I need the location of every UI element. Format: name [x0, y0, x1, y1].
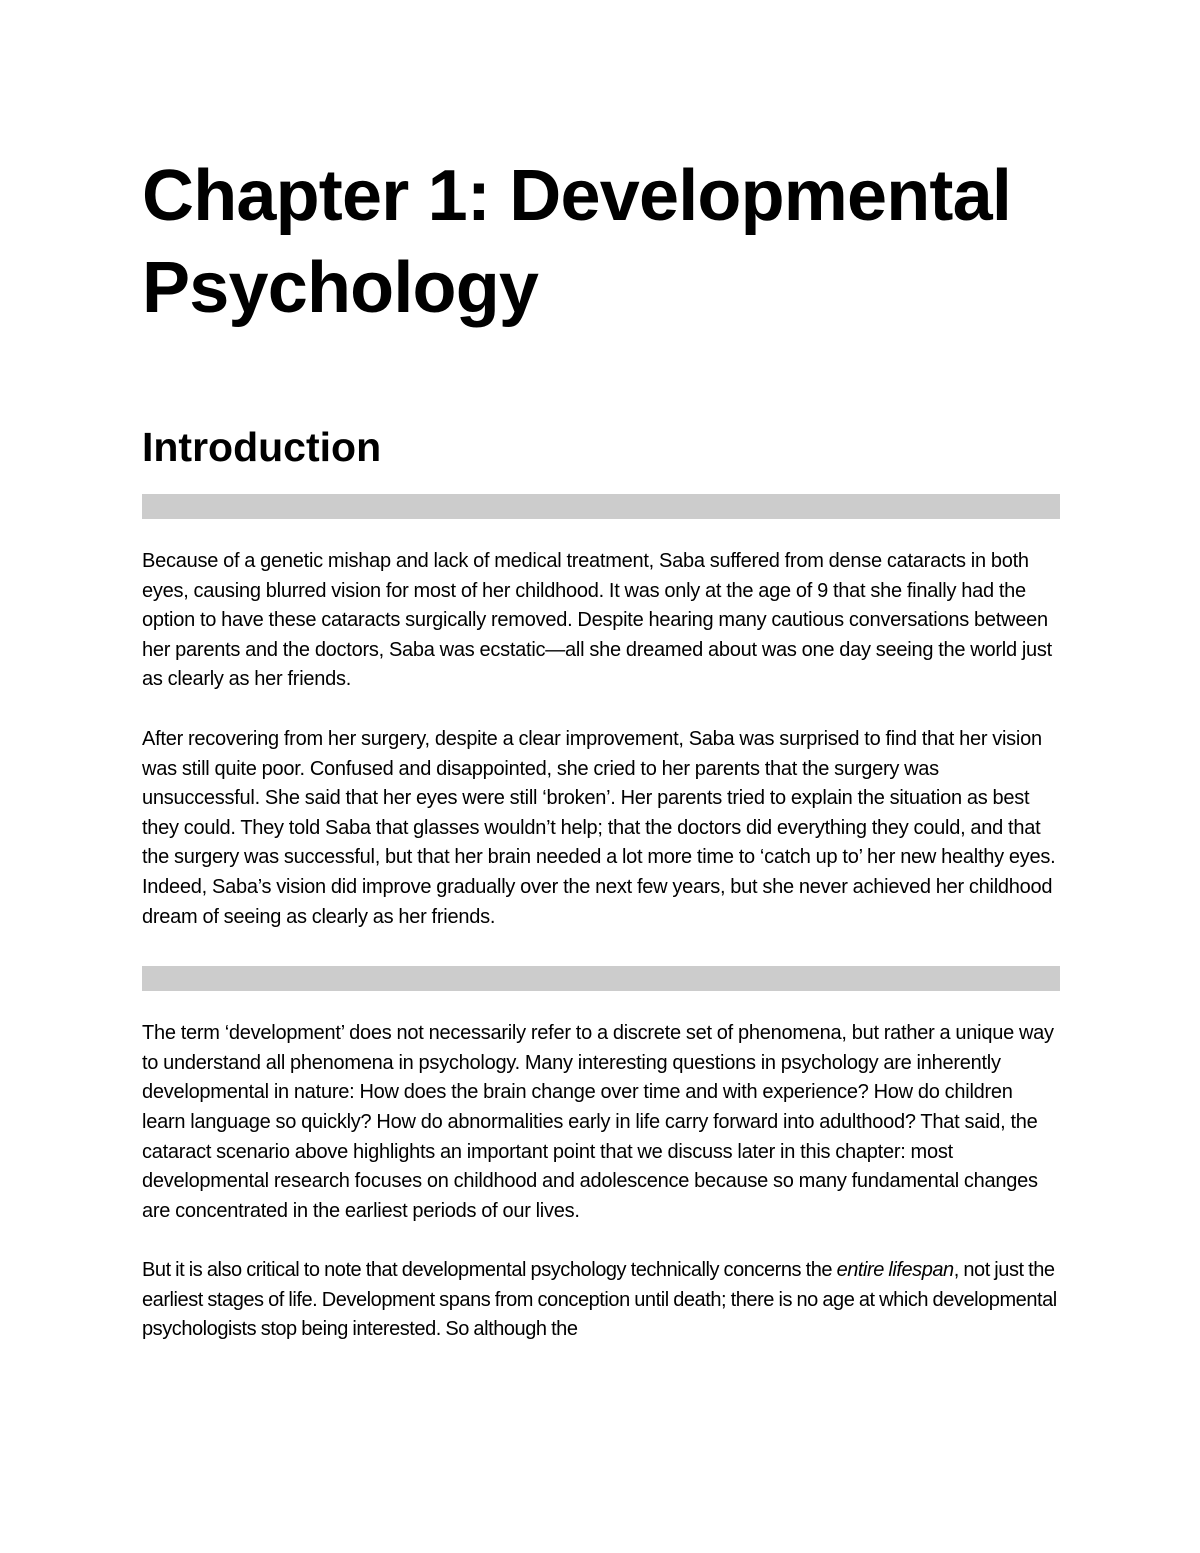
lifespan-emphasis: entire lifespan [836, 1259, 954, 1282]
lifespan-text-end: , not just the earliest stages of life. Development spans from conception until death; there is no age at which developmental psychologists stop being interested. So although the [142, 1259, 1057, 1341]
body-paragraph-lifespan [142, 1256, 1060, 1345]
case-study-paragraph-1: Because of a genetic mishap and lack of medical treatment, Saba suffered from dense cataracts in both eyes, causing blurred vision for most of her childhood. It was only at the age of 9 that she finally had the option to have these cataracts surgically removed. Despite hearing many cautious conversations between her parents and the doctors, Saba was ecstatic—all she dreamed about was one day seeing the world just as clearly as her friends. [142, 550, 1052, 691]
page-content [142, 150, 1060, 1345]
section-title-introduction: Introduction [142, 424, 382, 470]
case-study-top-divider [142, 494, 1060, 519]
case-study-bottom-divider [142, 966, 1060, 991]
body-paragraph-development: The term ‘development’ does not necessarily refer to a discrete set of phenomena, but rather a unique way to understand all phenomena in psychology. Many interesting questions in psychology are inherently developmental in nature: How does the brain change over time and with experience? How do children learn language so quickly? How do abnormalities early in life carry forward into adulthood? That said, the cataract scenario above highlights an important point that we discuss later in this chapter: most developmental research focuses on childhood and adolescence because so many fundamental changes are concentrated in the earliest periods of our lives. [142, 1022, 1054, 1222]
lifespan-text-start: But it is also critical to note that developmental psychology technically concerns the [142, 1259, 837, 1282]
chapter-title: Chapter 1: Developmental Psychology [142, 156, 1012, 328]
case-study-paragraph-2: After recovering from her surgery, despite a clear improvement, Saba was surprised to find that her vision was still quite poor. Confused and disappointed, she cried to her parents that the surgery was unsuccessful. She said that her eyes were still ‘broken’. Her parents tried to explain the situation as best they could. They told Saba that glasses wouldn’t help; that the doctors did everything they could, and that the surgery was successful, but that her brain needed a lot more time to ‘catch up to’ her new healthy eyes. Indeed, Saba’s vision did improve gradually over the next few years, but she never achieved her childhood dream of seeing as clearly as her friends. [142, 727, 1056, 928]
